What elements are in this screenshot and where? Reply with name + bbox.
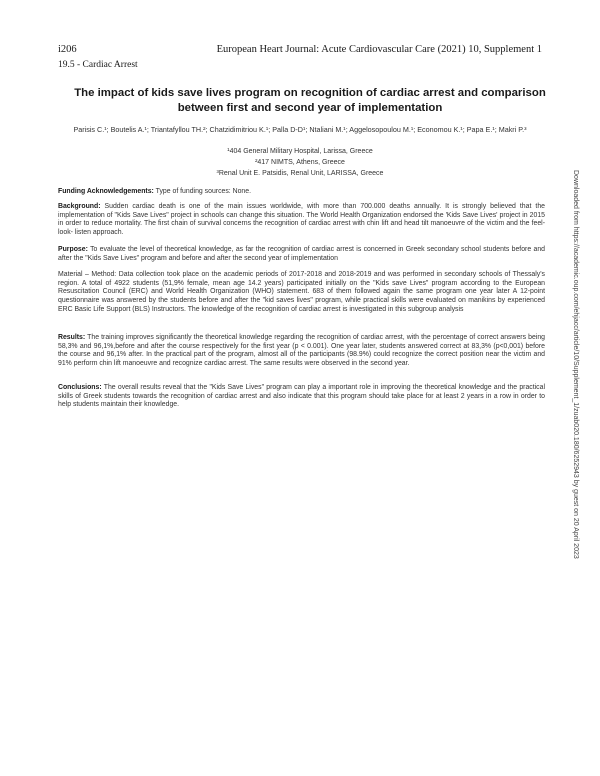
results-label: Results: — [58, 334, 86, 341]
purpose-text: To evaluate the level of theoretical knowledge, as far the recognition of cardiac arrest is concerned in Greek secondary school students before and after the "Kids Save Lives" program and before and after the second year of implementation — [58, 246, 545, 262]
funding-label: Funding Acknowledgements: — [58, 188, 154, 195]
conclusions-label: Conclusions: — [58, 384, 102, 391]
running-header — [58, 44, 542, 58]
background-label: Background: — [58, 203, 101, 210]
author-list: Parisis C.¹; Boutelis A.¹; Triantafyllou TH.²; Chatzidimitriou K.¹; Palla D-D¹; Ntaliani M.¹; Aggelosopoulou M.¹; Economou K.¹; Papa E.¹; Makri P.³ — [73, 125, 527, 134]
methods-text: Material – Method: Data collection took place on the academic periods of 2017-2018 and 2018-2019 and was performed in secondary schools of Thessaly's region. A total of 4922 students (51,9% female, mean age 14.2 years) participated initially on the "Kids save Lives" program according to the European Resuscitation Council (ERC) and World Health Organization (WHO) statement. 683 of them followed again the same program one year later A 12-point questionnaire was answered by the students before and after the "kid saves lives" program, while practical skills were evaluated on manikins by experienced ERC Basic Life Support (BLS) Instructors. The knowledge of the recognition of cardiac arrest is investigated in this subgroup analysis — [58, 271, 545, 313]
conclusions-text: The overall results reveal that the "Kids Save Lives" program can play a important role in improving the theoretical knowledge and the practical skills of Greek students towards the recognition of cardiac arrest and also indicate that this program should take place for at least 2 years in a row in order to help students maintain their knowledge. — [58, 384, 545, 409]
purpose-paragraph — [58, 246, 545, 263]
conclusions-paragraph — [58, 384, 545, 410]
background-paragraph — [58, 203, 545, 238]
results-text: The training improves significantly the theoretical knowledge regarding the recognition of cardiac arrest, with the percentage of correct answers being 58,3% and 96,1%,before and after the course respectively for the first year (p < 0.001). One year later, students answered correct at 83,3% (p<0,001) before the course and 96,1% after. In the practical part of the program, almost all of the participants (98.9%) could recognize the correct position near the victim and 91% perform chin lift manoeuvre and recognize cardiac arrest. The same results were observed in the second year. — [58, 334, 545, 368]
funding-text: Type of funding sources: None. — [153, 188, 252, 195]
download-note: Downloaded from https://academic.oup.com/ehjacc/article/10/Supplement_1/zuab020.180/6252943 by guest on 20 April 2023 — [572, 170, 579, 559]
affiliation-2: ²417 NIMTS, Athens, Greece — [255, 159, 345, 166]
journal-name: European Heart Journal: Acute Cardiovascular Care (2021) 10, Supplement 1 — [216, 44, 542, 55]
affiliation-3: ³Renal Unit E. Patsidis, Renal Unit, LARISSA, Greece — [216, 170, 384, 177]
funding-paragraph — [58, 188, 545, 197]
background-text: Sudden cardiac death is one of the main issues worldwide, with more than 700.000 deaths annually. It is strongly believed that the implementation of "Kids Save Lives" project in schools can change this situation. The World Health Organization endorsed the 'Kids Save Lives' project in 2015 in order to reduce mortality. The first chain of survival concerns the recognition of cardiac arrest with chin lift and head tilt manoeuvre of the victim and the feel- look- listen approach. — [58, 203, 545, 237]
page-number: i206 — [58, 44, 77, 55]
affiliation-1: ¹404 General Military Hospital, Larissa, Greece — [227, 148, 373, 155]
results-paragraph — [58, 334, 545, 369]
section-label: 19.5 - Cardiac Arrest — [58, 60, 138, 70]
purpose-label: Purpose: — [58, 246, 88, 253]
abstract-title: The impact of kids save lives program on recognition of cardiac arrest and comparison between first and second year of implementation — [74, 87, 546, 114]
affiliations — [100, 146, 500, 179]
methods-paragraph — [58, 271, 545, 315]
download-watermark — [573, 170, 585, 610]
